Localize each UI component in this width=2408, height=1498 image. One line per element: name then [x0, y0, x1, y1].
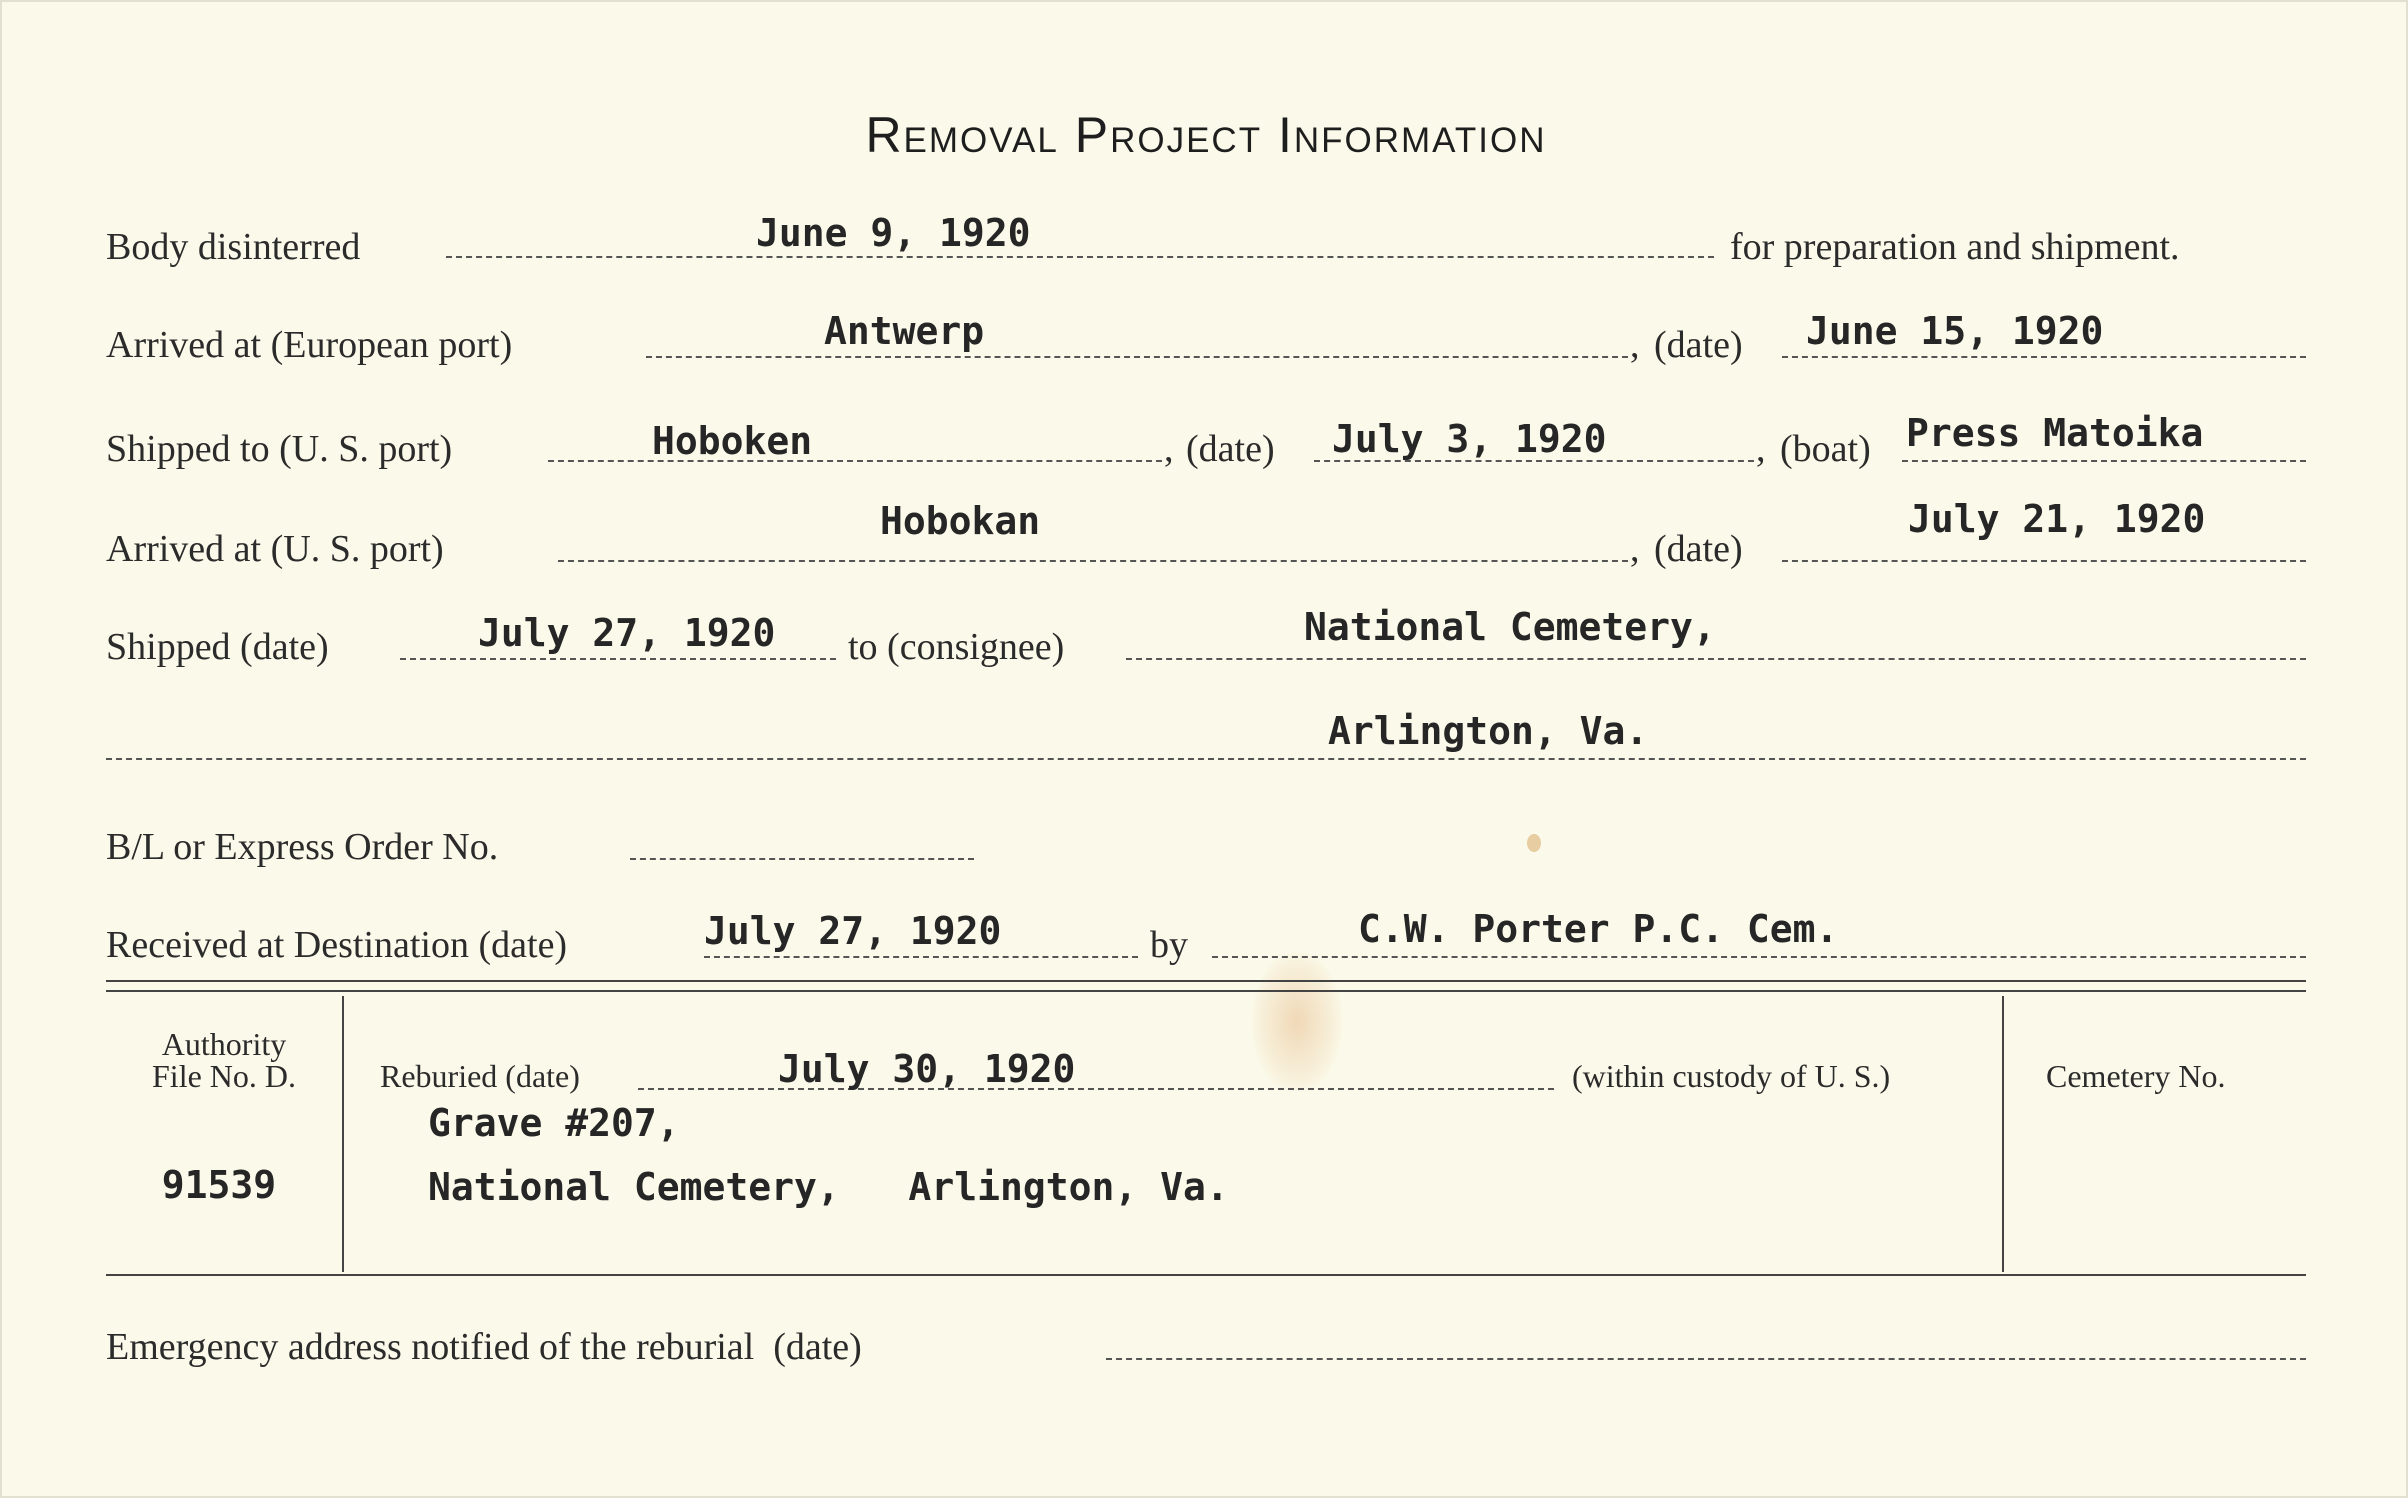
- arrived-date-label: (date): [1654, 528, 1743, 570]
- arrived-us-label: Arrived at (U. S. port): [106, 528, 444, 570]
- section-rule-top: [106, 980, 2306, 982]
- shipped-date-label: (date): [1186, 428, 1275, 470]
- section-rule-bottom: [106, 990, 2306, 992]
- authority-label: Authority: [161, 1026, 287, 1062]
- arrived-date-line: [1782, 560, 2306, 562]
- boat-line: [1902, 460, 2306, 462]
- emergency-line: [1106, 1358, 2306, 1360]
- european-date-line: [1782, 356, 2306, 358]
- bl-express-label: B/L or Express Order No.: [106, 826, 499, 868]
- consignee-line1-value: National Cemetery,: [1304, 605, 1716, 649]
- consignee-line-2: [106, 758, 2306, 760]
- consignee-line-1: [1126, 658, 2306, 660]
- stain-mark-small: [1527, 834, 1541, 852]
- for-preparation-label: for preparation and shipment.: [1730, 226, 2180, 268]
- received-date-line: [704, 956, 1138, 958]
- cemetery-no-label: Cemetery No.: [2046, 1058, 2226, 1094]
- consignee-line2-value: Arlington, Va.: [1328, 709, 1649, 753]
- file-number-value: 91539: [161, 1163, 277, 1207]
- file-no-label: File No. D.: [152, 1058, 296, 1094]
- received-by-line: [1212, 956, 2306, 958]
- boat-value: Press Matoika: [1906, 411, 2204, 455]
- disinterred-line: [446, 256, 1714, 258]
- us-port-shipped-line: [548, 460, 1162, 462]
- stain-mark: [1252, 952, 1342, 1092]
- received-destination-label: Received at Destination (date): [106, 924, 568, 966]
- box-divider-left: [342, 996, 344, 1272]
- disinterred-date-value: June 9, 1920: [756, 211, 1031, 255]
- arrived-date-value: July 21, 1920: [1908, 497, 2206, 541]
- arrived-european-label: Arrived at (European port): [106, 324, 513, 366]
- reburied-date-value: July 30, 1920: [778, 1047, 1076, 1091]
- reburial-place-value: National Cemetery, Arlington, Va.: [428, 1165, 1229, 1209]
- comma-european: ,: [1630, 324, 1640, 366]
- by-label: by: [1150, 924, 1188, 966]
- to-consignee-label: to (consignee): [848, 626, 1065, 668]
- grave-value: Grave #207,: [428, 1101, 680, 1145]
- box-divider-right: [2002, 996, 2004, 1272]
- comma-arrived: ,: [1630, 528, 1640, 570]
- reburied-label: Reburied (date): [380, 1058, 580, 1094]
- shipped-to-us-label: Shipped to (U. S. port): [106, 428, 453, 470]
- us-port-arrived-value: Hobokan: [880, 499, 1041, 543]
- boat-label: (boat): [1780, 428, 1871, 470]
- european-port-line: [646, 356, 1628, 358]
- european-port-value: Antwerp: [824, 309, 985, 353]
- shipped-out-date-value: July 27, 1920: [478, 611, 776, 655]
- us-port-shipped-value: Hoboken: [652, 419, 813, 463]
- reburied-line: [638, 1088, 1554, 1090]
- received-date-value: July 27, 1920: [704, 909, 1002, 953]
- within-custody-label: (within custody of U. S.): [1572, 1058, 1891, 1094]
- european-date-label: (date): [1654, 324, 1743, 366]
- body-disinterred-label: Body disinterred: [106, 226, 361, 268]
- shipped-date-out-label: Shipped (date): [106, 626, 329, 668]
- emergency-label: Emergency address notified of the reburial (date): [106, 1326, 862, 1368]
- us-port-arrived-line: [558, 560, 1628, 562]
- comma-shipped: ,: [1164, 428, 1174, 470]
- bl-line: [630, 858, 974, 860]
- shipped-date-value: July 3, 1920: [1332, 417, 1607, 461]
- shipped-out-line: [400, 658, 836, 660]
- comma-boat: ,: [1756, 428, 1766, 470]
- box-rule-bottom: [106, 1274, 2306, 1276]
- form-title: Removal Project Information: [865, 107, 1547, 163]
- received-by-value: C.W. Porter P.C. Cem.: [1358, 907, 1839, 951]
- european-date-value: June 15, 1920: [1806, 309, 2104, 353]
